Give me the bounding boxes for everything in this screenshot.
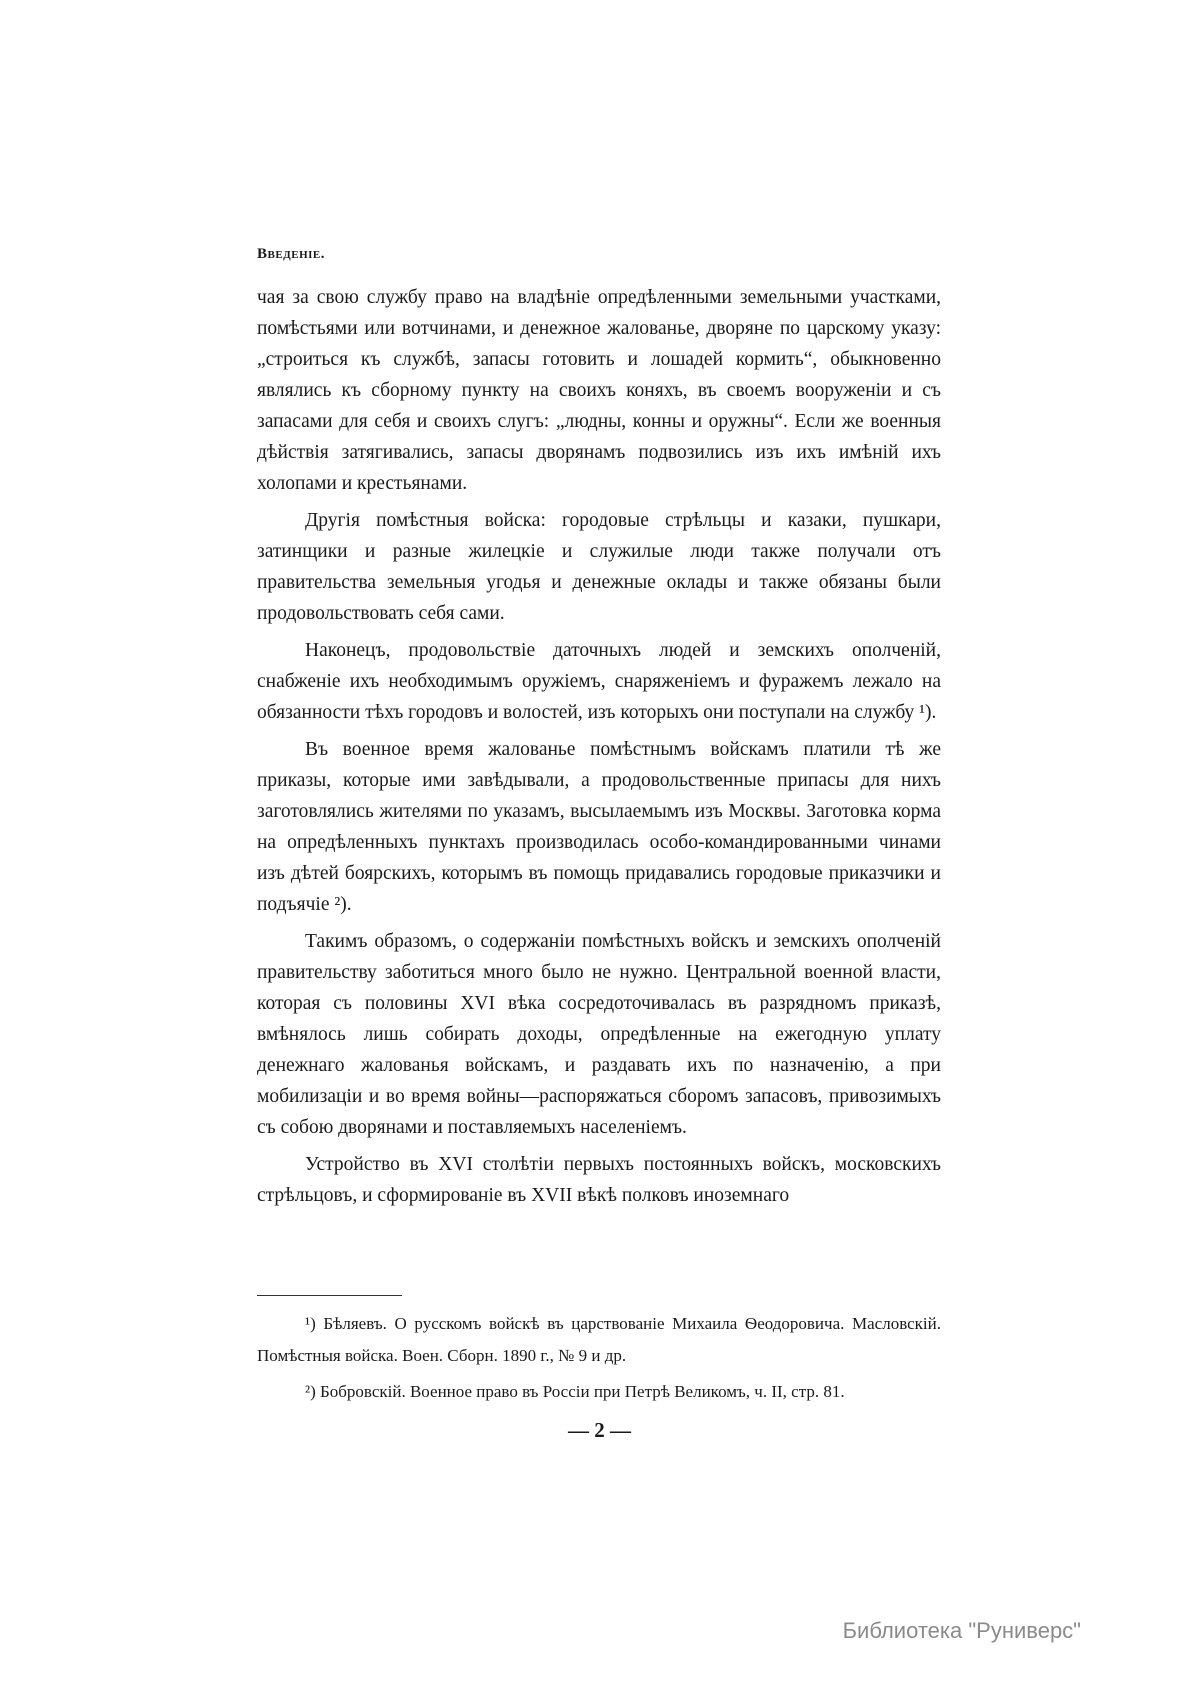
paragraph: чая за свою службу право на владѣніе опредѣленными земельными участками, помѣстьями или вотчинами, и денежное жалованье, дворяне по царскому указу: „строиться къ службѣ, запасы готовить и лошадей кормить“, обыкновенно являлись къ сборному пункту на своихъ коняхъ, въ своемъ вооруженіи и съ запасами для себя и своихъ слугъ: „людны, конны и оружны“. Если же военныя дѣйствія затягивались, запасы дворянамъ подвозились изъ ихъ имѣній ихъ холопами и крестьянами.	[257, 287, 941, 494]
running-head: Введеніе.	[257, 246, 326, 262]
paragraph: Другія помѣстныя войска: городовые стрѣльцы и казаки, пушкари, затинщики и разные жилецкіе и служилые люди также получали отъ правительства земельныя угодья и денежные оклады и также обязаны были продовольствовать себя сами.	[257, 510, 941, 624]
paragraph: Въ военное время жалованье помѣстнымъ войскамъ платили тѣ же приказы, которые ими завѣдывали, а продовольственные припасы для нихъ заготовлялись жителями по указамъ, высылаемымъ изъ Москвы. Заготовка корма на опредѣленныхъ пунктахъ производилась особо-командированными чинами изъ дѣтей боярскихъ, которымъ въ помощь придавались городовые приказчики и подъячіе ²).	[257, 739, 941, 915]
page-number: — 2 —	[568, 1418, 631, 1442]
footnotes	[257, 1308, 941, 1412]
paragraph: Такимъ образомъ, о содержаніи помѣстныхъ войскъ и земскихъ ополченій правительству заботиться много было не нужно. Центральной военной власти, которая съ половины XVI вѣка сосредоточивалась въ разрядномъ приказѣ, вмѣнялось лишь собирать доходы, опредѣленные на ежегодную уплату денежнаго жалованья войскамъ, и раздавать ихъ по назначенію, а при мобилизаціи и во время войны—распоряжаться сборомъ запасовъ, привозимыхъ съ собою дворянами и поставляемыхъ населеніемъ.	[257, 931, 941, 1138]
paragraph: Наконецъ, продовольствіе даточныхъ людей и земскихъ ополченій, снабженіе ихъ необходимымъ оружіемъ, снаряженіемъ и фуражемъ лежало на обязанности тѣхъ городовъ и волостей, изъ которыхъ они поступали на службу ¹).	[257, 640, 941, 723]
body-text	[257, 282, 941, 1217]
library-watermark: Библиотека "Руниверс"	[842, 1618, 1081, 1643]
footnote-divider	[257, 1295, 402, 1296]
footnote: ²) Бобровскій. Военное право въ Россіи при Петрѣ Великомъ, ч. II, стр. 81.	[305, 1382, 845, 1401]
footnote: ¹) Бѣляевъ. О русскомъ войскѣ въ царствованіе Михаила Ѳеодоровича. Масловскій. Помѣстныя войска. Воен. Сборн. 1890 г., № 9 и др.	[257, 1314, 941, 1365]
paragraph: Устройство въ XVI столѣтіи первыхъ постоянныхъ войскъ, московскихъ стрѣльцовъ, и сформированіе въ XVII вѣкѣ полковъ иноземнаго	[257, 1154, 941, 1206]
